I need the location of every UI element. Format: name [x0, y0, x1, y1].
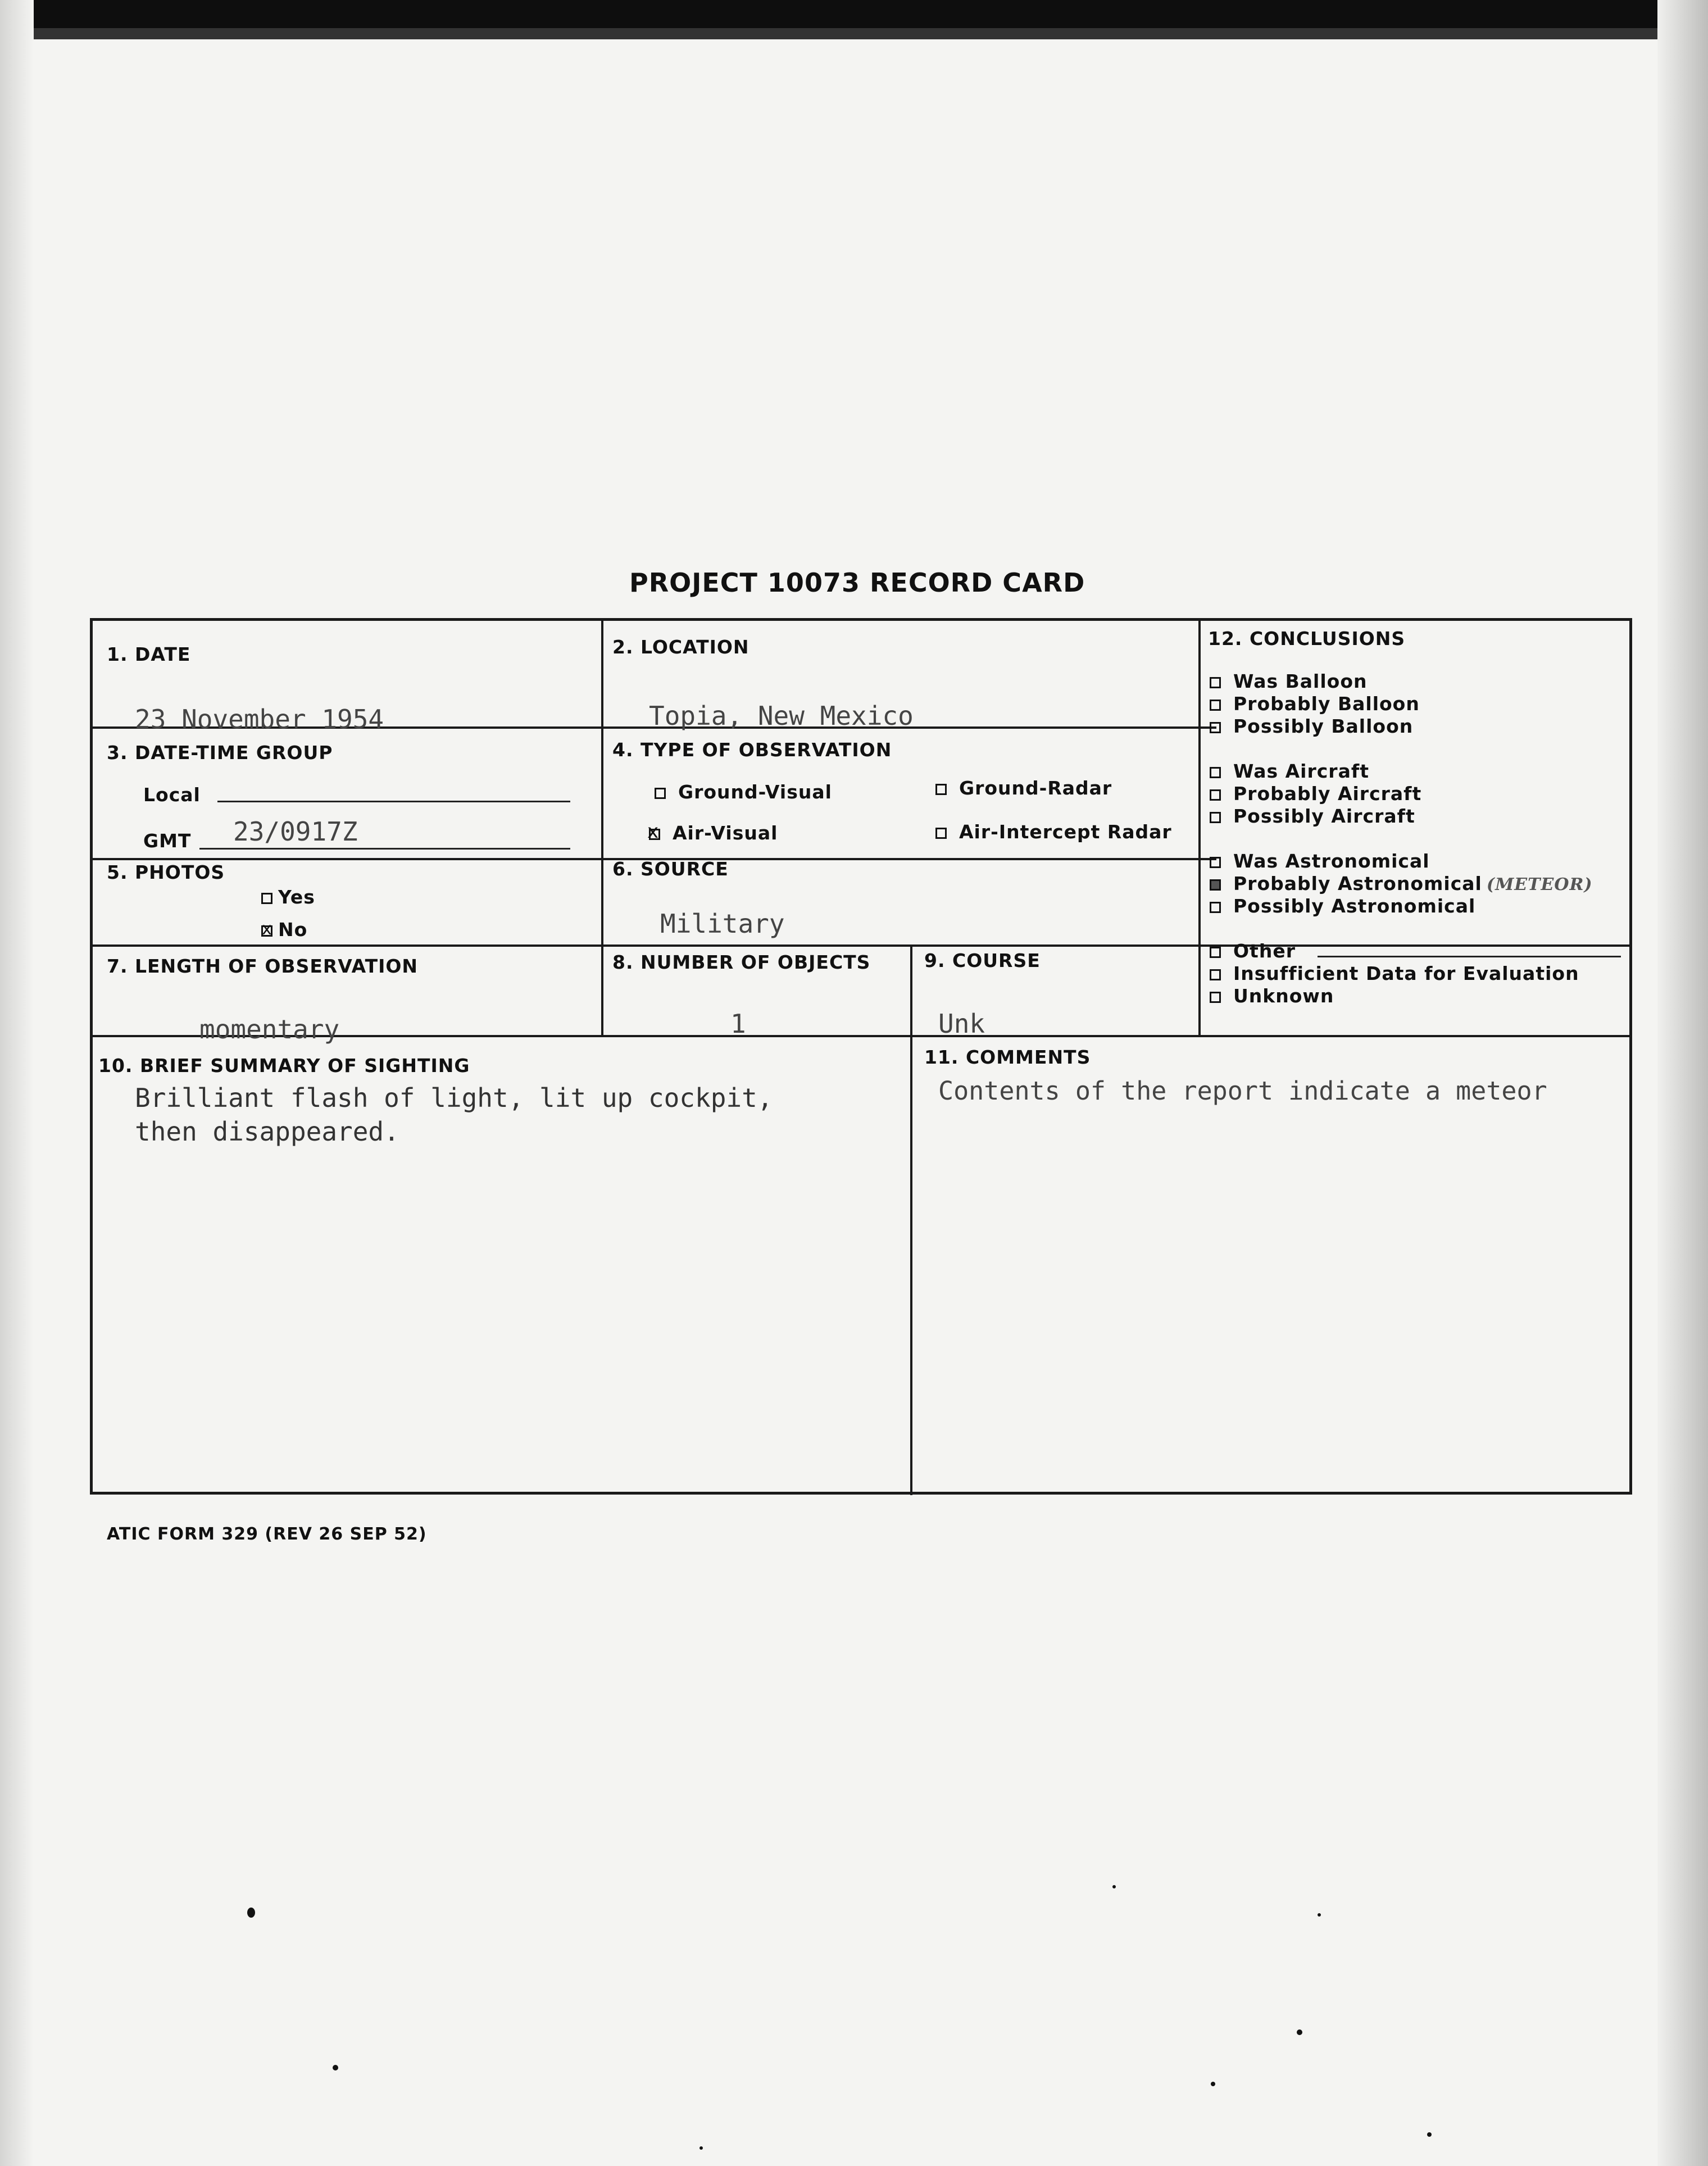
checkbox-icon	[1210, 677, 1221, 688]
conclusion-option: Possibly Balloon	[1210, 715, 1413, 737]
comments-value: Contents of the report indicate a meteor	[938, 1076, 1547, 1106]
photos-option-checked: x No	[262, 919, 308, 941]
film-speck	[1112, 1885, 1116, 1888]
handwritten-meteor-note: (METEOR)	[1486, 875, 1593, 894]
photos-label: 5. PHOTOS	[107, 861, 225, 883]
conclusion-option: Was Astronomical	[1210, 850, 1430, 872]
divider	[93, 944, 1632, 947]
checkbox-icon	[1210, 722, 1221, 733]
divider	[910, 944, 912, 1495]
gmt-value: 23/0917Z	[233, 816, 358, 847]
conclusion-option: Probably Balloon	[1210, 693, 1420, 715]
conclusion-option: Was Balloon	[1210, 670, 1368, 692]
observation-type-label: 4. TYPE OF OBSERVATION	[612, 739, 892, 761]
local-label: Local	[143, 784, 201, 806]
checkbox-icon	[1210, 789, 1221, 801]
observation-option: Ground-Radar	[935, 777, 1112, 799]
checkbox-icon	[1210, 767, 1221, 778]
checkbox-icon	[1210, 902, 1221, 913]
checked-checkbox-icon: x	[262, 919, 272, 939]
course-label: 9. COURSE	[924, 950, 1041, 971]
checkbox-icon	[935, 784, 947, 795]
gmt-blank	[199, 848, 570, 850]
summary-line: Brilliant flash of light, lit up cockpit,	[135, 1083, 773, 1113]
location-value: Topia, New Mexico	[649, 701, 914, 731]
length-label: 7. LENGTH OF OBSERVATION	[107, 955, 419, 977]
film-speck	[1318, 1913, 1321, 1917]
film-speck	[1427, 2132, 1432, 2137]
checkbox-icon	[935, 828, 947, 839]
checked-checkbox-icon: x	[647, 820, 660, 843]
objects-label: 8. NUMBER OF OBJECTS	[612, 951, 871, 973]
divider	[1198, 621, 1201, 1035]
checked-checkbox-icon	[1210, 879, 1221, 891]
length-value: momentary	[199, 1014, 340, 1045]
checkbox-icon	[655, 788, 666, 799]
form-footer: ATIC FORM 329 (REV 26 SEP 52)	[107, 1524, 427, 1544]
film-speck	[1211, 2082, 1215, 2086]
film-edge-left	[0, 0, 34, 2166]
gmt-label: GMT	[143, 830, 192, 852]
date-label: 1. DATE	[107, 643, 191, 665]
observation-option: Ground-Visual	[655, 781, 832, 803]
other-blank	[1318, 956, 1621, 957]
checkbox-icon	[1210, 992, 1221, 1003]
course-value: Unk	[938, 1009, 985, 1039]
observation-option-checked: x Air-Visual	[647, 820, 778, 844]
card-title: PROJECT 10073 RECORD CARD	[629, 567, 1085, 598]
conclusion-option: Possibly Astronomical	[1210, 895, 1475, 917]
conclusion-option: Unknown	[1210, 985, 1334, 1007]
checkbox-icon	[1210, 812, 1221, 823]
record-card	[90, 618, 1632, 1495]
conclusions-label: 12. CONCLUSIONS	[1208, 628, 1406, 650]
film-edge-top	[0, 0, 1708, 28]
summary-label: 10. BRIEF SUMMARY OF SIGHTING	[98, 1055, 470, 1077]
conclusion-option-other: Other	[1210, 940, 1296, 962]
conclusion-option-checked: Probably Astronomical (METEOR)	[1210, 873, 1593, 894]
location-label: 2. LOCATION	[612, 636, 749, 658]
film-speck	[1297, 2029, 1302, 2035]
film-speck	[247, 1908, 255, 1918]
source-label: 6. SOURCE	[612, 858, 729, 880]
objects-value: 1	[730, 1009, 746, 1039]
conclusion-option: Probably Aircraft	[1210, 783, 1421, 805]
conclusion-option: Was Aircraft	[1210, 760, 1369, 782]
summary-line: then disappeared.	[135, 1116, 399, 1147]
film-edge-shadow	[0, 28, 1708, 39]
film-speck	[333, 2065, 338, 2070]
checkbox-icon	[1210, 700, 1221, 711]
comments-label: 11. COMMENTS	[924, 1046, 1091, 1068]
checkbox-icon	[261, 893, 272, 904]
date-time-group-label: 3. DATE-TIME GROUP	[107, 742, 333, 764]
source-value: Military	[660, 909, 785, 939]
checkbox-icon	[1210, 969, 1221, 980]
checkbox-icon	[1210, 857, 1221, 868]
conclusion-option: Possibly Aircraft	[1210, 805, 1415, 827]
checkbox-icon	[1210, 947, 1221, 958]
observation-option: Air-Intercept Radar	[935, 821, 1172, 843]
date-value: 23 November 1954	[135, 704, 384, 734]
film-edge-right	[1657, 0, 1708, 2166]
local-blank	[217, 801, 570, 802]
photos-option: Yes	[261, 886, 315, 908]
conclusion-option: Insufficient Data for Evaluation	[1210, 962, 1579, 984]
film-speck	[699, 2146, 703, 2150]
divider	[601, 621, 603, 1035]
